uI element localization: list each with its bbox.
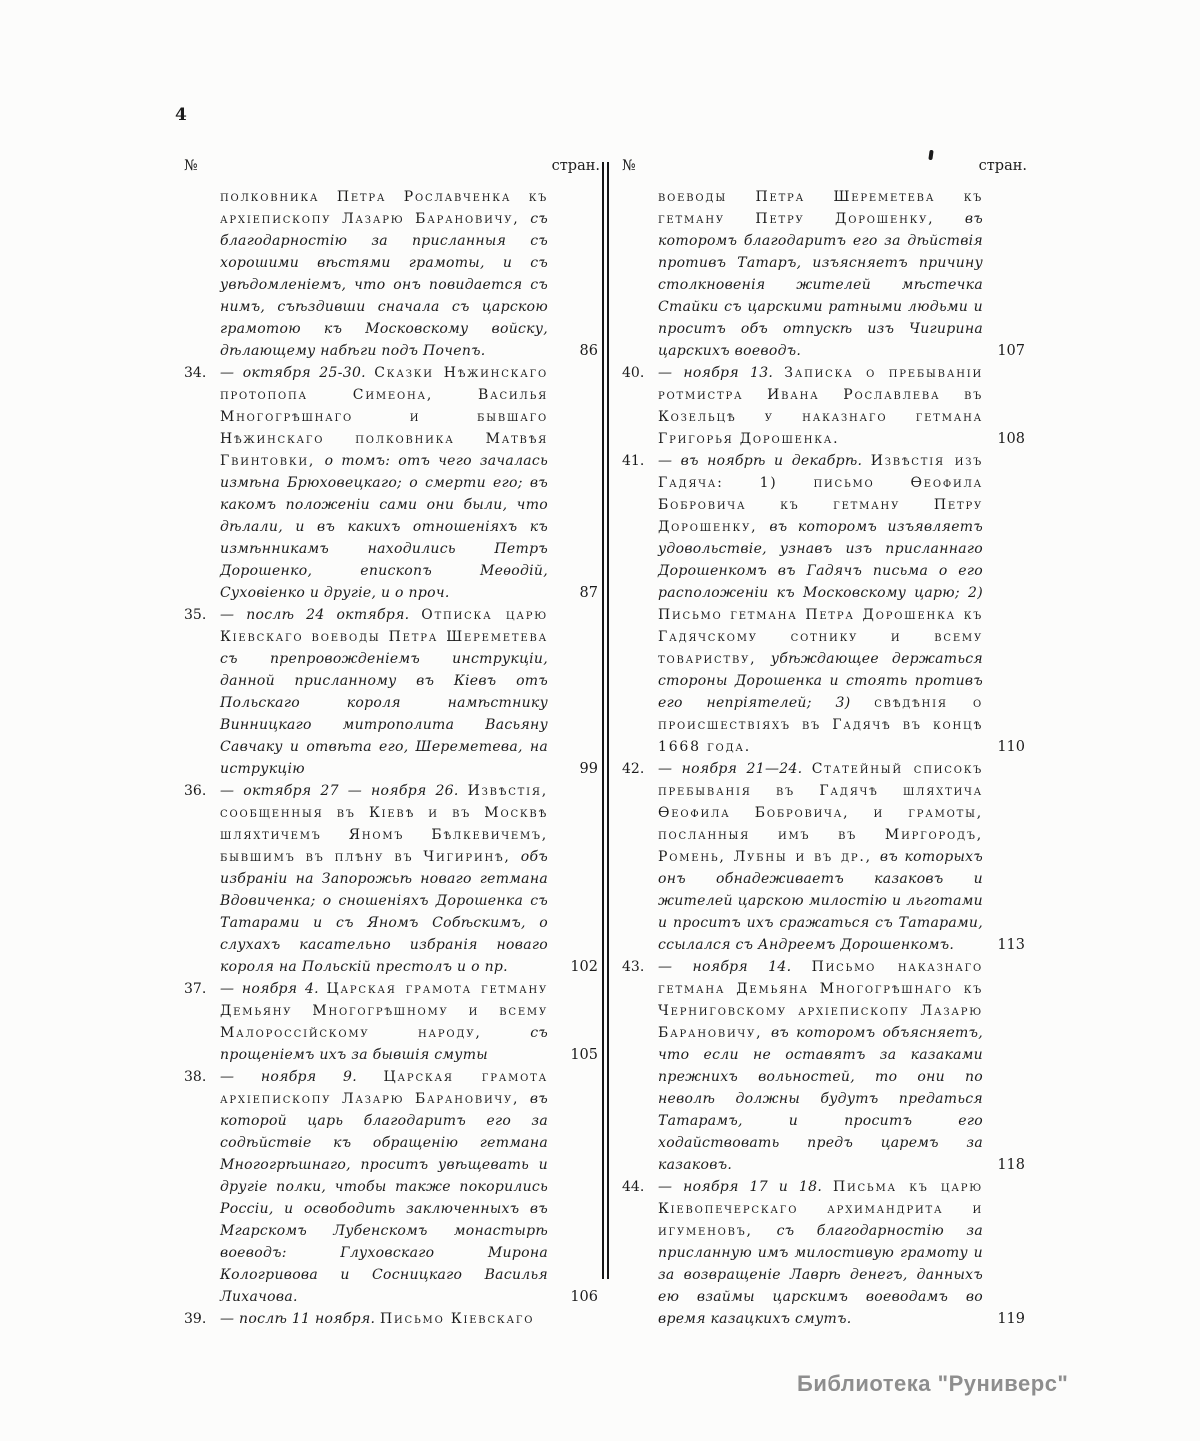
toc-column-left	[184, 186, 600, 1330]
entry-text-segment: Отписка царю Кіевскаго воеводы Петра Шереметева	[220, 607, 548, 645]
entry-text-segment: — ноября 4.	[220, 981, 327, 997]
toc-entry	[184, 1308, 600, 1330]
entry-text	[220, 780, 600, 978]
entry-text-segment: съ прощеніемъ ихъ за бывшія смуты	[220, 1025, 548, 1063]
entry-page-number: 119	[997, 1311, 1025, 1327]
entry-text-segment: полковника Петра Рославченка къ архіепископу Лазарю Барановичу,	[220, 189, 548, 227]
entry-page-number: 106	[570, 1289, 598, 1305]
right-column-header	[622, 158, 1027, 174]
toc-entry	[184, 604, 600, 780]
entry-text-segment: съ препровожденіемъ инструкціи, данной присланному въ Кіевъ отъ Польскаго короля намѣстнику Винницкаго митрополита Васьяну Савчаку и отвѣта его, Шереметева, на иструкцію	[220, 651, 548, 777]
entry-page-number: 86	[579, 343, 598, 359]
entry-text-segment: Письмо Кіевскаго	[380, 1311, 535, 1327]
entry-text-segment: съ благодарностію за присланныя съ хорошими вѣстями грамоты, и съ увѣдомленіемъ, что онъ повидается съ нимъ, съѣздивши сначала съ царскою грамотою къ Московскому войску, дѣлающему набѣги подъ Почепъ.	[220, 211, 548, 359]
entry-text-segment: Письмо гетмана Петра Дорошенка къ Гадячскому сотнику и всему товариству,	[658, 607, 983, 667]
entry-text	[220, 604, 600, 780]
entry-page-number: 113	[997, 937, 1025, 953]
entry-text	[658, 1176, 1027, 1330]
toc-entry	[622, 362, 1027, 450]
toc-entry	[184, 362, 600, 604]
entry-text	[220, 978, 600, 1066]
entry-text-segment: въ которомъ благодаритъ его за дѣйствія противъ Татаръ, изъясняетъ причину столкновенія жителей мѣстечка Стайки съ царскими ратными людьми и проситъ объ отпускѣ изъ Чигирина царскихъ воеводъ.	[658, 211, 983, 359]
entry-text-segment: — ноября 9.	[220, 1069, 384, 1085]
entry-number: 40.	[622, 365, 645, 381]
left-column-header	[184, 158, 600, 174]
entry-number: 43.	[622, 959, 645, 975]
entry-page-number: 118	[997, 1157, 1025, 1173]
entry-text-segment: — октября 25-30.	[220, 365, 375, 381]
entry-number: 37.	[184, 981, 207, 997]
entry-text-segment: — ноября 14.	[658, 959, 812, 975]
left-num-header: №	[184, 158, 198, 174]
entry-text-segment: Извѣстія, сообщенныя въ Кіевѣ и въ Москвѣ шляхтичемъ Яномъ Бѣлкевичемъ, бывшимъ въ плѣну въ Чигиринѣ,	[220, 783, 548, 865]
entry-text-segment: Сказки Нѣжинскаго протопопа Симеона, Василья Многогрѣшнаго и бывшаго Нѣжинскаго полковника Матвѣя Гвинтовки,	[220, 365, 548, 469]
entry-text-segment: въ которыхъ онъ обнадеживаетъ казаковъ и жителей царскою милостію и льготами и проситъ ихъ сражаться съ Татарами, ссылался съ Андреемъ Дорошенкомъ.	[658, 849, 983, 953]
toc-entry	[622, 186, 1027, 362]
entry-text-segment: Записка о пребываніи ротмистра Ивана Рославлева въ Козельцѣ у наказнаго гетмана Григорья Дорошенка.	[658, 365, 983, 447]
entry-page-number: 99	[579, 761, 598, 777]
page-folio-number: 4	[175, 105, 187, 125]
column-divider-rule	[602, 162, 609, 1279]
toc-entry	[184, 780, 600, 978]
entry-text-segment: воеводы Петра Шереметева къ гетману Петру Дорошенку,	[658, 189, 983, 227]
entry-text-segment: съ благодарностію за присланную имъ милостивую грамоту и за возвращеніе Лаврѣ денегъ, данныхъ ею взаймы царскимъ воеводамъ во время казацкихъ смутъ.	[658, 1223, 983, 1327]
entry-text-segment: убѣждающее держаться стороны Дорошенка и стоять противъ его непріятелей; 3)	[658, 651, 984, 711]
left-page-header: стран.	[551, 158, 600, 174]
entry-page-number: 107	[997, 343, 1025, 359]
entry-text-segment: Письма къ царю Кіевопечерскаго архимандрита и игуменовъ,	[658, 1179, 984, 1239]
entry-page-number: 102	[570, 959, 598, 975]
entry-text-segment: объ избраніи на Запорожьѣ новаго гетмана Вдовиченка; о сношеніяхъ Дорошенка съ Татарами и съ Яномъ Собѣскимъ, о слухахъ касательно избранія новаго короля на Польскій престолъ и о пр.	[220, 849, 548, 975]
entry-page-number: 110	[997, 739, 1025, 755]
entry-text-segment: въ которомъ объясняетъ, что если не оставятъ за казаками прежнихъ вольностей, то они по неволѣ должны будутъ предаться Татарамъ, и проситъ его ходайствовать предъ царемъ за казаковъ.	[658, 1025, 983, 1173]
entry-text-segment: въ которомъ изъявляетъ удовольствіе, узнавъ изъ присланнаго Дорошенкомъ въ Гадячъ письма о его расположеніи къ Московскому царю; 2)	[658, 519, 983, 601]
entry-text-segment: — ноября 13.	[658, 365, 785, 381]
entry-text-segment: Царская грамота гетману Демьяну Многогрѣшному и всему Малороссійскому народу,	[220, 981, 548, 1041]
entry-page-number: 87	[579, 585, 598, 601]
entry-text	[220, 1308, 600, 1330]
entry-text-segment: свѣдѣнія о происшествіяхъ въ Гадячѣ въ концѣ 1668 года.	[658, 695, 983, 755]
toc-column-right	[622, 186, 1027, 1330]
right-page-header: стран.	[978, 158, 1027, 174]
entry-text	[220, 362, 600, 604]
entry-text-segment: Царская грамота архіепископу Лазарю Барановичу,	[220, 1069, 548, 1107]
entry-text-segment: въ которой царь благодаритъ его за содѣйствіе къ обращенію гетмана Многогрѣшнаго, проситъ увѣщевать и другіе полки, чтобы также покорились Россіи, и освободить заключенныхъ въ Мгарскомъ Лубенскомъ монастырѣ воеводъ: Глуховскаго Мирона Кологривова и Сосницкаго Василья Лихачова.	[220, 1091, 548, 1305]
entry-number: 39.	[184, 1311, 207, 1327]
entry-text-segment: — ноября 17 и 18.	[658, 1179, 833, 1195]
toc-entry	[622, 758, 1027, 956]
entry-text-segment: — октября 27 — ноября 26.	[220, 783, 468, 799]
entry-number: 41.	[622, 453, 645, 469]
entry-text-segment: — послѣ 11 ноября.	[220, 1311, 381, 1327]
entry-number: 34.	[184, 365, 207, 381]
entry-text-segment: о томъ: отъ чего зачалась измѣна Брюховецкаго; о смерти его; въ какомъ положеніи сами они были, что дѣлали, и въ какихъ отношеніяхъ къ измѣнникамъ находились Петръ Дорошенко, епископъ Меѳодій, Суховіенко и другіе, и о проч.	[220, 453, 548, 601]
toc-entry	[622, 450, 1027, 758]
right-num-header: №	[622, 158, 636, 174]
library-watermark: Библиотека "Руниверс"	[797, 1371, 1069, 1396]
entry-page-number: 105	[570, 1047, 598, 1063]
entry-text-segment: — въ ноябрѣ и декабрѣ.	[658, 453, 871, 469]
entry-text-segment: — ноября 21—24.	[658, 761, 812, 777]
entry-text-segment: — послѣ 24 октября.	[220, 607, 422, 623]
entry-text	[658, 956, 1027, 1176]
toc-entry	[184, 186, 600, 362]
entry-text	[658, 758, 1027, 956]
entry-text	[220, 186, 600, 362]
entry-text-segment: Письмо наказнаго гетмана Демьяна Многогрѣшнаго къ Черниговскому архіепископу Лазарю Барановичу,	[658, 959, 983, 1041]
entry-text-segment: Извѣстія изъ Гадяча: 1) письмо Ѳеофила Бобровича къ гетману Петру Дорошенку,	[658, 453, 984, 535]
entry-page-number: 108	[997, 431, 1025, 447]
entry-text	[658, 186, 1027, 362]
toc-entry	[184, 978, 600, 1066]
entry-text-segment: Статейный списокъ пребыванія въ Гадячѣ шляхтича Ѳеофила Бобровича, и грамоты, посланныя имъ въ Миргородъ, Ромень, Лубны и въ др.,	[658, 761, 983, 865]
entry-number: 44.	[622, 1179, 645, 1195]
entry-number: 38.	[184, 1069, 207, 1085]
entry-text	[658, 362, 1027, 450]
entry-text	[220, 1066, 600, 1308]
toc-entry	[622, 956, 1027, 1176]
entry-number: 42.	[622, 761, 645, 777]
toc-entry	[622, 1176, 1027, 1330]
toc-entry	[184, 1066, 600, 1308]
entry-number: 35.	[184, 607, 207, 623]
entry-number: 36.	[184, 783, 207, 799]
entry-text	[658, 450, 1027, 758]
